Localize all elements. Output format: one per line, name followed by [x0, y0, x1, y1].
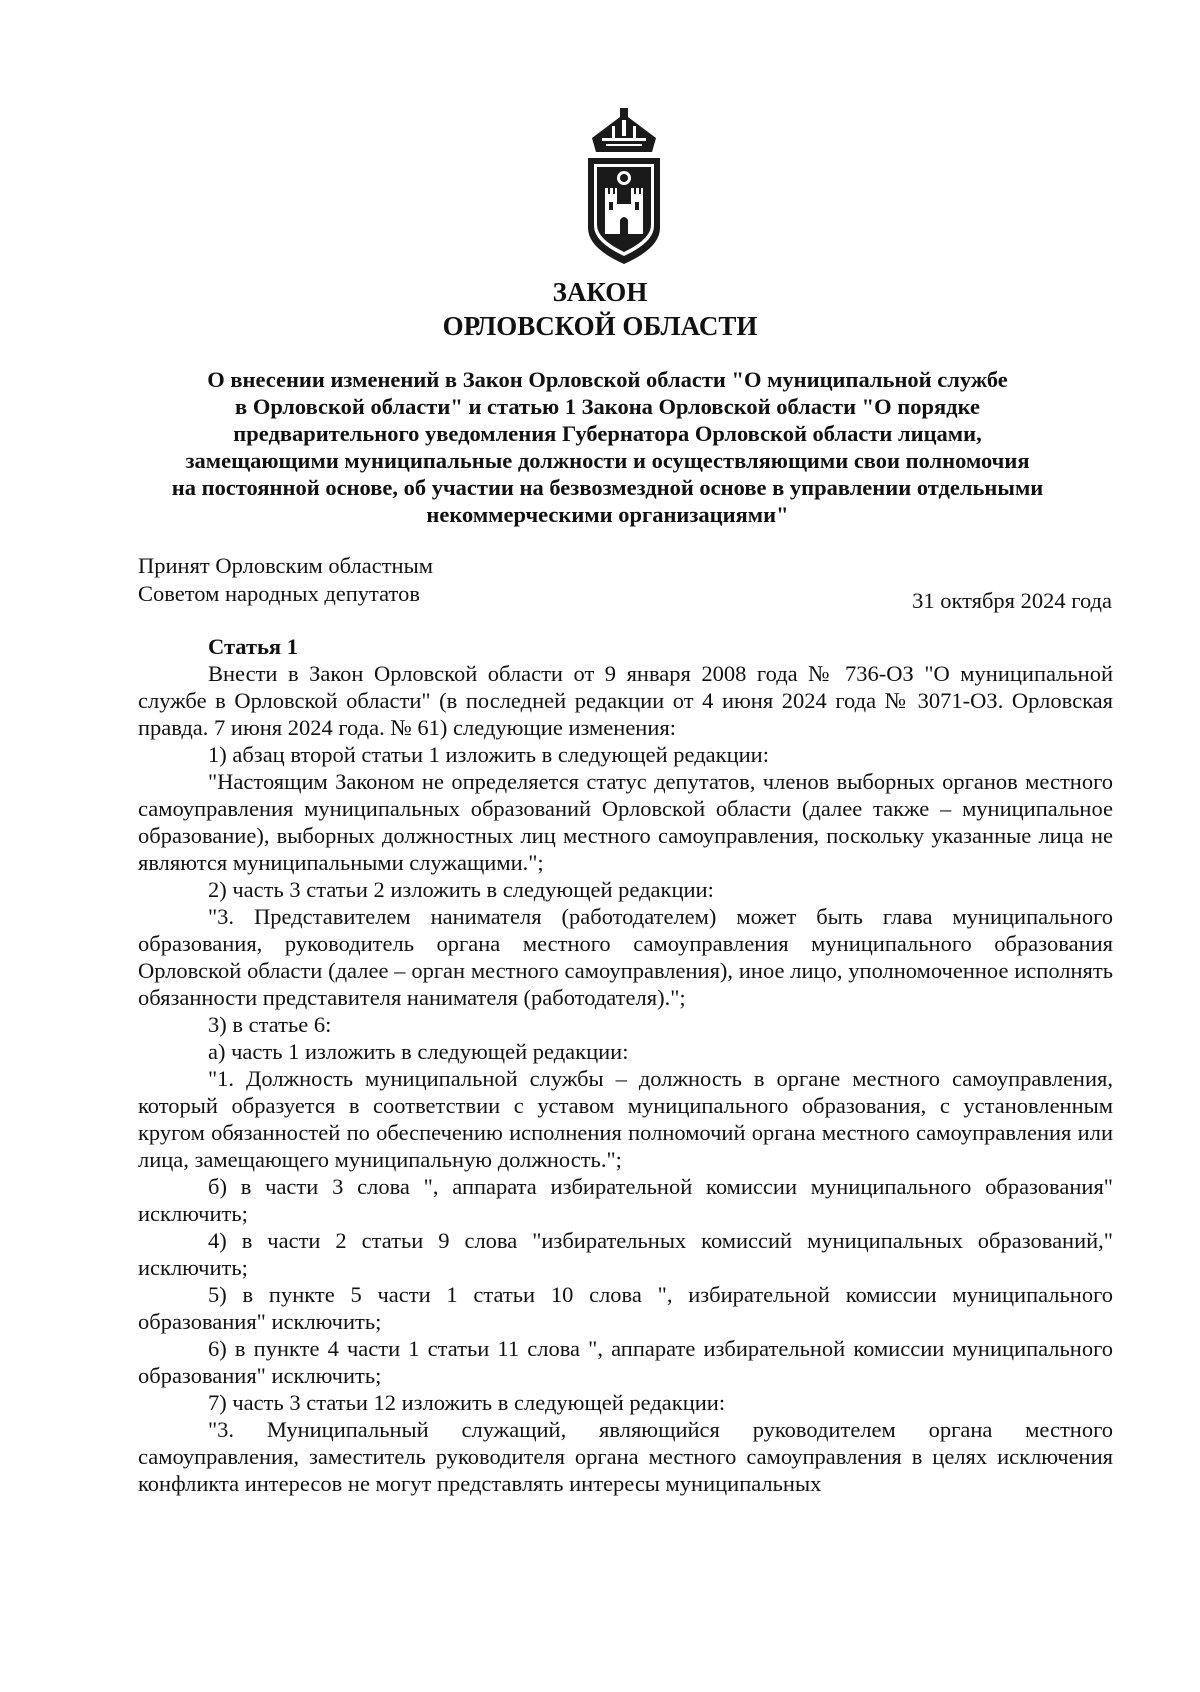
adoption-line: Советом народных депутатов — [138, 581, 420, 606]
title-line: ОРЛОВСКОЙ ОБЛАСТИ — [442, 311, 758, 341]
paragraph: "3. Муниципальный служащий, являющийся руководителем органа местного самоуправления, заместитель руководителя органа местного самоуправления в целях исключения конфликта интересов не могут представлять интересы муниципальных — [138, 1417, 1113, 1496]
subject-line: предварительного уведомления Губернатора Орловской области лицами, — [233, 421, 982, 446]
paragraph: а) часть 1 изложить в следующей редакции: — [208, 1039, 629, 1064]
paragraph: "3. Представителем нанимателя (работодателем) может быть глава муниципального образования, руководитель органа местного самоуправления муниципального образования Орловской области (далее – орган местного самоуправления), иное лицо, уполномоченное исполнять обязанности представителя нанимателя (работодателя)."; — [138, 904, 1113, 1010]
coat-of-arms-icon — [572, 108, 676, 268]
subject-line: в Орловской области" и статью 1 Закона Орловской области "О порядке — [235, 394, 980, 419]
article-heading: Статья 1 — [208, 634, 298, 659]
adoption-note — [138, 552, 433, 608]
paragraph: 4) в части 2 статьи 9 слова "избирательных комиссий муниципальных образований," исключить; — [138, 1228, 1113, 1280]
paragraph: 6) в пункте 4 части 1 статьи 11 слова ", аппарате избирательной комиссии муниципального образования" исключить; — [138, 1336, 1113, 1388]
law-subject — [150, 366, 1065, 528]
paragraph: 2) часть 3 статьи 2 изложить в следующей редакции: — [208, 877, 714, 902]
adoption-line: Принят Орловским областным — [138, 553, 433, 578]
subject-line: замещающими муниципальные должности и осуществляющими свои полномочия — [185, 448, 1030, 473]
paragraph: 3) в статье 6: — [208, 1012, 332, 1037]
paragraph: Внести в Закон Орловской области от 9 января 2008 года № 736-ОЗ "О муниципальной службе в Орловской области" (в последней редакции от 4 июня 2024 года № 3071-ОЗ. Орловская правда. 7 июня 2024 года. № 61) следующие изменения: — [138, 661, 1113, 740]
law-title — [0, 275, 1200, 343]
paragraph: "1. Должность муниципальной службы – должность в органе местного самоуправления, который образуется в соответствии с уставом муниципального образования, с установленным кругом обязанностей по обеспечению исполнения полномочий органа местного самоуправления или лица, замещающего муниципальную должность."; — [138, 1066, 1113, 1172]
adoption-date: 31 октября 2024 года — [912, 588, 1112, 613]
subject-line: О внесении изменений в Закон Орловской области "О муниципальной службе — [207, 367, 1008, 392]
paragraph: 7) часть 3 статьи 12 изложить в следующей редакции: — [208, 1390, 726, 1415]
paragraph: б) в части 3 слова ", аппарата избирательной комиссии муниципального образования" исключить; — [138, 1174, 1113, 1226]
paragraph: "Настоящим Законом не определяется статус депутатов, членов выборных органов местного самоуправления муниципальных образований Орловской области (далее также – муниципальное образование), выборных должностных лиц местного самоуправления, поскольку указанные лица не являются муниципальными служащими."; — [138, 769, 1113, 875]
subject-line: некоммерческими организациями" — [426, 502, 789, 527]
paragraph: 5) в пункте 5 части 1 статьи 10 слова ", избирательной комиссии муниципального образования" исключить; — [138, 1282, 1113, 1334]
title-line: ЗАКОН — [552, 277, 648, 307]
law-body — [138, 633, 1113, 1497]
paragraph: 1) абзац второй статьи 1 изложить в следующей редакции: — [208, 742, 769, 767]
subject-line: на постоянной основе, об участии на безвозмездной основе в управлении отдельными — [171, 475, 1044, 500]
